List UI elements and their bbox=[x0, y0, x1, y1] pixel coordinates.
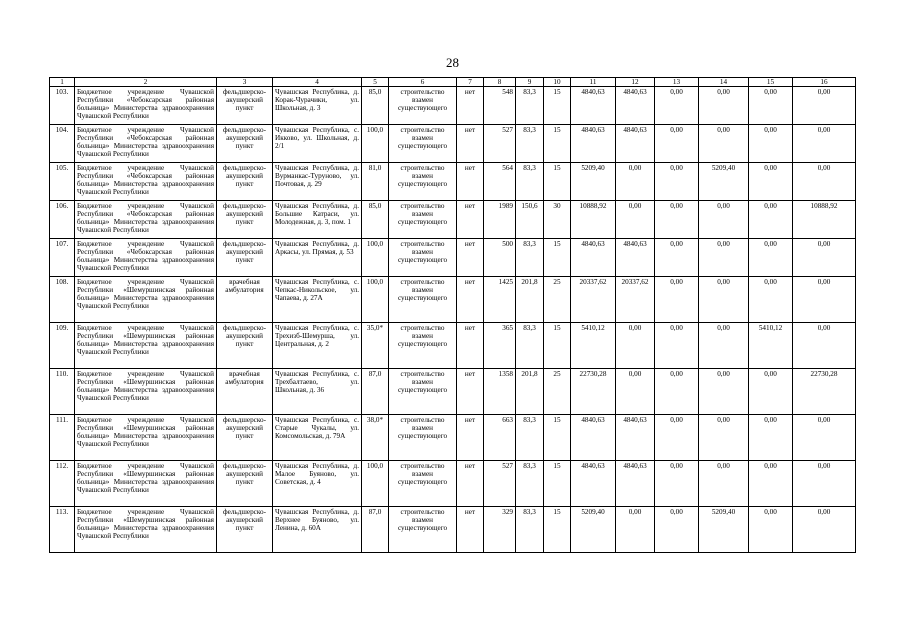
cost-year-4: 0,00 bbox=[749, 507, 793, 553]
cost-year-2: 0,00 bbox=[655, 201, 699, 239]
facility-type: фельдшерско-акушерский пункт bbox=[217, 239, 273, 277]
facility-address: Чувашская Республика, с. Чепкас-Никольское, ул. Чапаева, д. 27А bbox=[273, 277, 362, 323]
total-cost: 4840,63 bbox=[571, 415, 616, 461]
total-cost: 4840,63 bbox=[571, 125, 616, 163]
area-value: 83,3 bbox=[516, 125, 544, 163]
wear-percent: 85,0 bbox=[362, 87, 389, 125]
cost-year-4: 0,00 bbox=[749, 125, 793, 163]
cost-year-1: 20337,62 bbox=[616, 277, 655, 323]
facility-type: врачебная амбулатория bbox=[217, 277, 273, 323]
population-value: 1358 bbox=[484, 369, 516, 415]
column-number-10: 10 bbox=[544, 78, 571, 87]
work-type: строительство взамен существующего bbox=[389, 415, 457, 461]
facility-type: фельдшерско-акушерский пункт bbox=[217, 415, 273, 461]
cost-year-5: 0,00 bbox=[793, 239, 856, 277]
area-value: 201,8 bbox=[516, 277, 544, 323]
column-number-5: 5 bbox=[362, 78, 389, 87]
cost-year-1: 4840,63 bbox=[616, 415, 655, 461]
table-row bbox=[50, 87, 856, 125]
facility-type: фельдшерско-акушерский пункт bbox=[217, 163, 273, 201]
area-value: 201,8 bbox=[516, 369, 544, 415]
capacity-value: 15 bbox=[544, 125, 571, 163]
total-cost: 4840,63 bbox=[571, 87, 616, 125]
population-value: 329 bbox=[484, 507, 516, 553]
column-number-1: 1 bbox=[50, 78, 75, 87]
cost-year-3: 5209,40 bbox=[699, 507, 749, 553]
work-type: строительство взамен существующего bbox=[389, 125, 457, 163]
column-number-14: 14 bbox=[699, 78, 749, 87]
cost-year-1: 0,00 bbox=[616, 323, 655, 369]
wear-percent: 100,0 bbox=[362, 125, 389, 163]
facility-address: Чувашская Республика, д. Вурманкас-Туруново, ул. Почтовая, д. 29 bbox=[273, 163, 362, 201]
cost-year-4: 0,00 bbox=[749, 239, 793, 277]
row-number: 106. bbox=[50, 201, 75, 239]
total-cost: 4840,63 bbox=[571, 461, 616, 507]
column-number-9: 9 bbox=[516, 78, 544, 87]
cost-year-5: 0,00 bbox=[793, 277, 856, 323]
table-row bbox=[50, 201, 856, 239]
population-value: 564 bbox=[484, 163, 516, 201]
cost-year-3: 0,00 bbox=[699, 201, 749, 239]
column-number-row bbox=[50, 78, 856, 87]
column-number-7: 7 bbox=[457, 78, 484, 87]
column-number-13: 13 bbox=[655, 78, 699, 87]
facility-address: Чувашская Республика, д. Малое Буяново, ул. Советская, д. 4 bbox=[273, 461, 362, 507]
table-row bbox=[50, 125, 856, 163]
flag-value: нет bbox=[457, 87, 484, 125]
flag-value: нет bbox=[457, 201, 484, 239]
organization-name: Бюджетное учреждение Чувашской Республики «Чебоксарская районная больница» Министерства здравоохранения Чувашской Республики bbox=[75, 125, 217, 163]
row-number: 108. bbox=[50, 277, 75, 323]
row-number: 104. bbox=[50, 125, 75, 163]
organization-name: Бюджетное учреждение Чувашской Республики «Шемуршинская районная больница» Министерства здравоохранения Чувашской Республики bbox=[75, 369, 217, 415]
cost-year-2: 0,00 bbox=[655, 163, 699, 201]
area-value: 83,3 bbox=[516, 323, 544, 369]
facility-address: Чувашская Республика, д. Большие Катраси, ул. Молодежная, д. 3, пом. 1 bbox=[273, 201, 362, 239]
cost-year-5: 0,00 bbox=[793, 87, 856, 125]
cost-year-2: 0,00 bbox=[655, 461, 699, 507]
column-number-12: 12 bbox=[616, 78, 655, 87]
cost-year-1: 4840,63 bbox=[616, 87, 655, 125]
row-number: 105. bbox=[50, 163, 75, 201]
total-cost: 5209,40 bbox=[571, 163, 616, 201]
total-cost: 10888,92 bbox=[571, 201, 616, 239]
area-value: 83,3 bbox=[516, 461, 544, 507]
cost-year-2: 0,00 bbox=[655, 87, 699, 125]
population-value: 365 bbox=[484, 323, 516, 369]
facility-type: фельдшерско-акушерский пункт bbox=[217, 125, 273, 163]
cost-year-2: 0,00 bbox=[655, 323, 699, 369]
population-value: 500 bbox=[484, 239, 516, 277]
row-number: 112. bbox=[50, 461, 75, 507]
organization-name: Бюджетное учреждение Чувашской Республики «Шемуршинская районная больница» Министерства здравоохранения Чувашской Республики bbox=[75, 323, 217, 369]
flag-value: нет bbox=[457, 125, 484, 163]
column-number-6: 6 bbox=[389, 78, 457, 87]
flag-value: нет bbox=[457, 369, 484, 415]
cost-year-4: 0,00 bbox=[749, 277, 793, 323]
cost-year-3: 5209,40 bbox=[699, 163, 749, 201]
population-value: 548 bbox=[484, 87, 516, 125]
area-value: 83,3 bbox=[516, 415, 544, 461]
capacity-value: 15 bbox=[544, 507, 571, 553]
table-row bbox=[50, 323, 856, 369]
wear-percent: 87,0 bbox=[362, 507, 389, 553]
work-type: строительство взамен существующего bbox=[389, 507, 457, 553]
table-row bbox=[50, 369, 856, 415]
row-number: 111. bbox=[50, 415, 75, 461]
population-value: 663 bbox=[484, 415, 516, 461]
cost-year-1: 0,00 bbox=[616, 201, 655, 239]
cost-year-5: 0,00 bbox=[793, 163, 856, 201]
total-cost: 22730,28 bbox=[571, 369, 616, 415]
wear-percent: 100,0 bbox=[362, 239, 389, 277]
cost-year-3: 0,00 bbox=[699, 87, 749, 125]
capacity-value: 15 bbox=[544, 323, 571, 369]
cost-year-3: 0,00 bbox=[699, 461, 749, 507]
area-value: 83,3 bbox=[516, 163, 544, 201]
work-type: строительство взамен существующего bbox=[389, 87, 457, 125]
flag-value: нет bbox=[457, 277, 484, 323]
facility-type: фельдшерско-акушерский пункт bbox=[217, 201, 273, 239]
total-cost: 5410,12 bbox=[571, 323, 616, 369]
cost-year-2: 0,00 bbox=[655, 415, 699, 461]
cost-year-4: 0,00 bbox=[749, 369, 793, 415]
capacity-value: 25 bbox=[544, 277, 571, 323]
work-type: строительство взамен существующего bbox=[389, 277, 457, 323]
row-number: 109. bbox=[50, 323, 75, 369]
cost-year-2: 0,00 bbox=[655, 507, 699, 553]
facility-type: фельдшерско-акушерский пункт bbox=[217, 507, 273, 553]
cost-year-2: 0,00 bbox=[655, 125, 699, 163]
capacity-value: 15 bbox=[544, 163, 571, 201]
facility-type: фельдшерско-акушерский пункт bbox=[217, 323, 273, 369]
work-type: строительство взамен существующего bbox=[389, 369, 457, 415]
capacity-value: 15 bbox=[544, 415, 571, 461]
cost-year-5: 0,00 bbox=[793, 125, 856, 163]
work-type: строительство взамен существующего bbox=[389, 323, 457, 369]
cost-year-4: 0,00 bbox=[749, 87, 793, 125]
work-type: строительство взамен существующего bbox=[389, 461, 457, 507]
column-number-15: 15 bbox=[749, 78, 793, 87]
table-row bbox=[50, 415, 856, 461]
wear-percent: 100,0 bbox=[362, 277, 389, 323]
work-type: строительство взамен существующего bbox=[389, 201, 457, 239]
cost-year-3: 0,00 bbox=[699, 125, 749, 163]
population-value: 527 bbox=[484, 461, 516, 507]
cost-year-4: 0,00 bbox=[749, 415, 793, 461]
flag-value: нет bbox=[457, 507, 484, 553]
total-cost: 20337,62 bbox=[571, 277, 616, 323]
table-row bbox=[50, 277, 856, 323]
facility-type: врачебная амбулатория bbox=[217, 369, 273, 415]
cost-year-4: 0,00 bbox=[749, 461, 793, 507]
facility-address: Чувашская Республика, с. Икково, ул. Школьная, д. 2/1 bbox=[273, 125, 362, 163]
wear-percent: 87,0 bbox=[362, 369, 389, 415]
facility-address: Чувашская Республика, с. Старые Чукалы, ул. Комсомольская, д. 79А bbox=[273, 415, 362, 461]
cost-year-3: 0,00 bbox=[699, 369, 749, 415]
flag-value: нет bbox=[457, 461, 484, 507]
cost-year-1: 4840,63 bbox=[616, 461, 655, 507]
capacity-value: 25 bbox=[544, 369, 571, 415]
organization-name: Бюджетное учреждение Чувашской Республики «Шемуршинская районная больница» Министерства здравоохранения Чувашской Республики bbox=[75, 277, 217, 323]
cost-year-1: 4840,63 bbox=[616, 239, 655, 277]
cost-year-2: 0,00 bbox=[655, 239, 699, 277]
organization-name: Бюджетное учреждение Чувашской Республики «Шемуршинская районная больница» Министерства здравоохранения Чувашской Республики bbox=[75, 507, 217, 553]
page-number: 28 bbox=[446, 55, 459, 70]
facilities-table bbox=[49, 77, 856, 553]
column-number-11: 11 bbox=[571, 78, 616, 87]
cost-year-5: 10888,92 bbox=[793, 201, 856, 239]
column-number-3: 3 bbox=[217, 78, 273, 87]
cost-year-4: 5410,12 bbox=[749, 323, 793, 369]
row-number: 110. bbox=[50, 369, 75, 415]
row-number: 103. bbox=[50, 87, 75, 125]
facility-address: Чувашская Республика, д. Аркасы, ул. Прямая, д. 53 bbox=[273, 239, 362, 277]
wear-percent: 35,0* bbox=[362, 323, 389, 369]
organization-name: Бюджетное учреждение Чувашской Республики «Чебоксарская районная больница» Министерства здравоохранения Чувашской Республики bbox=[75, 239, 217, 277]
column-number-16: 16 bbox=[793, 78, 856, 87]
table-body bbox=[50, 87, 856, 553]
cost-year-5: 0,00 bbox=[793, 461, 856, 507]
organization-name: Бюджетное учреждение Чувашской Республики «Шемуршинская районная больница» Министерства здравоохранения Чувашской Республики bbox=[75, 461, 217, 507]
table-row bbox=[50, 461, 856, 507]
area-value: 83,3 bbox=[516, 87, 544, 125]
cost-year-5: 0,00 bbox=[793, 507, 856, 553]
wear-percent: 100,0 bbox=[362, 461, 389, 507]
cost-year-3: 0,00 bbox=[699, 415, 749, 461]
cost-year-3: 0,00 bbox=[699, 277, 749, 323]
table-row bbox=[50, 239, 856, 277]
capacity-value: 15 bbox=[544, 461, 571, 507]
cost-year-5: 22730,28 bbox=[793, 369, 856, 415]
column-number-2: 2 bbox=[75, 78, 217, 87]
cost-year-4: 0,00 bbox=[749, 201, 793, 239]
cost-year-3: 0,00 bbox=[699, 239, 749, 277]
organization-name: Бюджетное учреждение Чувашской Республики «Чебоксарская районная больница» Министерства здравоохранения Чувашской Республики bbox=[75, 201, 217, 239]
column-number-8: 8 bbox=[484, 78, 516, 87]
cost-year-2: 0,00 bbox=[655, 369, 699, 415]
table-row bbox=[50, 507, 856, 553]
cost-year-3: 0,00 bbox=[699, 323, 749, 369]
total-cost: 4840,63 bbox=[571, 239, 616, 277]
row-number: 107. bbox=[50, 239, 75, 277]
row-number: 113. bbox=[50, 507, 75, 553]
work-type: строительство взамен существующего bbox=[389, 239, 457, 277]
population-value: 1425 bbox=[484, 277, 516, 323]
area-value: 150,6 bbox=[516, 201, 544, 239]
cost-year-2: 0,00 bbox=[655, 277, 699, 323]
organization-name: Бюджетное учреждение Чувашской Республики «Чебоксарская районная больница» Министерства здравоохранения Чувашской Республики bbox=[75, 87, 217, 125]
organization-name: Бюджетное учреждение Чувашской Республики «Шемуршинская районная больница» Министерства здравоохранения Чувашской Республики bbox=[75, 415, 217, 461]
cost-year-1: 4840,63 bbox=[616, 125, 655, 163]
facility-type: фельдшерско-акушерский пункт bbox=[217, 87, 273, 125]
cost-year-1: 0,00 bbox=[616, 369, 655, 415]
capacity-value: 15 bbox=[544, 239, 571, 277]
facility-address: Чувашская Республика, д. Верхнее Буяново, ул. Ленина, д. 60А bbox=[273, 507, 362, 553]
cost-year-5: 0,00 bbox=[793, 323, 856, 369]
flag-value: нет bbox=[457, 415, 484, 461]
cost-year-5: 0,00 bbox=[793, 415, 856, 461]
cost-year-1: 0,00 bbox=[616, 163, 655, 201]
wear-percent: 85,0 bbox=[362, 201, 389, 239]
total-cost: 5209,40 bbox=[571, 507, 616, 553]
cost-year-4: 0,00 bbox=[749, 163, 793, 201]
column-number-4: 4 bbox=[273, 78, 362, 87]
work-type: строительство взамен существующего bbox=[389, 163, 457, 201]
facility-address: Чувашская Республика, д. Корак-Чурачики, ул. Школьная, д. 3 bbox=[273, 87, 362, 125]
population-value: 1989 bbox=[484, 201, 516, 239]
facility-address: Чувашская Республика, с. Трехизб-Шемурша, ул. Центральная, д. 2 bbox=[273, 323, 362, 369]
capacity-value: 15 bbox=[544, 87, 571, 125]
table-row bbox=[50, 163, 856, 201]
wear-percent: 81,0 bbox=[362, 163, 389, 201]
area-value: 83,3 bbox=[516, 507, 544, 553]
wear-percent: 38,0* bbox=[362, 415, 389, 461]
flag-value: нет bbox=[457, 323, 484, 369]
organization-name: Бюджетное учреждение Чувашской Республики «Чебоксарская районная больница» Министерства здравоохранения Чувашской Республики bbox=[75, 163, 217, 201]
area-value: 83,3 bbox=[516, 239, 544, 277]
flag-value: нет bbox=[457, 239, 484, 277]
facility-address: Чувашская Республика, с. Трехбалтаево, ул. Школьная, д. 36 bbox=[273, 369, 362, 415]
flag-value: нет bbox=[457, 163, 484, 201]
capacity-value: 30 bbox=[544, 201, 571, 239]
cost-year-1: 0,00 bbox=[616, 507, 655, 553]
population-value: 527 bbox=[484, 125, 516, 163]
facility-type: фельдшерско-акушерский пункт bbox=[217, 461, 273, 507]
